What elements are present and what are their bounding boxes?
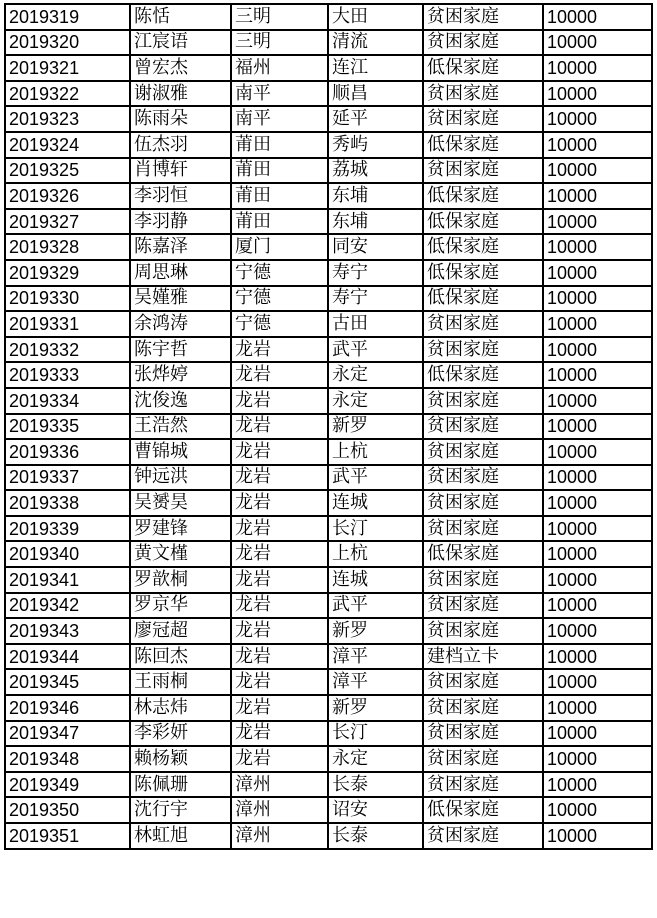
city-cell: 龙岩: [231, 669, 328, 695]
amount-cell: 10000: [543, 286, 652, 312]
table-row: [5, 695, 652, 721]
family-type-cell: 贫困家庭: [423, 669, 543, 695]
city-cell: 龙岩: [231, 465, 328, 491]
table-row: [5, 106, 652, 132]
student-id-cell: 2019338: [5, 490, 130, 516]
student-id-cell: 2019348: [5, 746, 130, 772]
amount-cell: 10000: [543, 669, 652, 695]
city-cell: 莆田: [231, 209, 328, 235]
county-cell: 永定: [328, 362, 423, 388]
county-cell: 长汀: [328, 721, 423, 747]
family-type-cell: 贫困家庭: [423, 158, 543, 184]
family-type-cell: 贫困家庭: [423, 4, 543, 30]
student-name-cell: 陈雨朵: [130, 106, 231, 132]
family-type-cell: 贫困家庭: [423, 516, 543, 542]
family-type-cell: 低保家庭: [423, 362, 543, 388]
city-cell: 龙岩: [231, 490, 328, 516]
amount-cell: 10000: [543, 567, 652, 593]
county-cell: 武平: [328, 337, 423, 363]
table-row: [5, 81, 652, 107]
student-name-cell: 肖博轩: [130, 158, 231, 184]
family-type-cell: 贫困家庭: [423, 106, 543, 132]
city-cell: 龙岩: [231, 414, 328, 440]
amount-cell: 10000: [543, 414, 652, 440]
city-cell: 龙岩: [231, 362, 328, 388]
table-row: [5, 772, 652, 798]
city-cell: 三明: [231, 4, 328, 30]
county-cell: 漳平: [328, 669, 423, 695]
student-id-cell: 2019333: [5, 362, 130, 388]
family-type-cell: 低保家庭: [423, 260, 543, 286]
family-type-cell: 贫困家庭: [423, 439, 543, 465]
student-id-cell: 2019347: [5, 721, 130, 747]
city-cell: 厦门: [231, 234, 328, 260]
table-row: [5, 209, 652, 235]
family-type-cell: 低保家庭: [423, 55, 543, 81]
family-type-cell: 低保家庭: [423, 209, 543, 235]
county-cell: 大田: [328, 4, 423, 30]
student-name-cell: 廖冠超: [130, 618, 231, 644]
family-type-cell: 贫困家庭: [423, 593, 543, 619]
amount-cell: 10000: [543, 465, 652, 491]
amount-cell: 10000: [543, 158, 652, 184]
student-id-cell: 2019320: [5, 30, 130, 56]
student-name-cell: 沈行宇: [130, 797, 231, 823]
city-cell: 龙岩: [231, 567, 328, 593]
county-cell: 清流: [328, 30, 423, 56]
county-cell: 荔城: [328, 158, 423, 184]
city-cell: 龙岩: [231, 388, 328, 414]
table-row: [5, 234, 652, 260]
county-cell: 东埔: [328, 183, 423, 209]
table-row: [5, 4, 652, 30]
table-row: [5, 593, 652, 619]
county-cell: 秀屿: [328, 132, 423, 158]
table-row: [5, 567, 652, 593]
city-cell: 宁德: [231, 286, 328, 312]
student-name-cell: 罗建锋: [130, 516, 231, 542]
student-name-cell: 周思琳: [130, 260, 231, 286]
amount-cell: 10000: [543, 721, 652, 747]
county-cell: 上杭: [328, 541, 423, 567]
county-cell: 长泰: [328, 823, 423, 849]
city-cell: 宁德: [231, 260, 328, 286]
county-cell: 新罗: [328, 695, 423, 721]
student-id-cell: 2019325: [5, 158, 130, 184]
county-cell: 同安: [328, 234, 423, 260]
student-name-cell: 伍杰羽: [130, 132, 231, 158]
table-row: [5, 721, 652, 747]
table-row: [5, 669, 652, 695]
student-name-cell: 曹锦城: [130, 439, 231, 465]
family-type-cell: 低保家庭: [423, 797, 543, 823]
student-name-cell: 陈恬: [130, 4, 231, 30]
amount-cell: 10000: [543, 772, 652, 798]
table-row: [5, 260, 652, 286]
county-cell: 诏安: [328, 797, 423, 823]
table-row: [5, 541, 652, 567]
student-name-cell: 吴赟昊: [130, 490, 231, 516]
student-name-cell: 李羽静: [130, 209, 231, 235]
student-id-cell: 2019334: [5, 388, 130, 414]
student-id-cell: 2019319: [5, 4, 130, 30]
student-id-cell: 2019322: [5, 81, 130, 107]
county-cell: 连江: [328, 55, 423, 81]
county-cell: 长泰: [328, 772, 423, 798]
city-cell: 龙岩: [231, 541, 328, 567]
family-type-cell: 贫困家庭: [423, 490, 543, 516]
city-cell: 龙岩: [231, 746, 328, 772]
student-aid-table: [4, 3, 653, 850]
city-cell: 龙岩: [231, 695, 328, 721]
amount-cell: 10000: [543, 4, 652, 30]
family-type-cell: 贫困家庭: [423, 695, 543, 721]
student-id-cell: 2019335: [5, 414, 130, 440]
student-name-cell: 赖杨颖: [130, 746, 231, 772]
county-cell: 上杭: [328, 439, 423, 465]
county-cell: 武平: [328, 465, 423, 491]
student-id-cell: 2019331: [5, 311, 130, 337]
student-id-cell: 2019346: [5, 695, 130, 721]
amount-cell: 10000: [543, 209, 652, 235]
county-cell: 寿宁: [328, 286, 423, 312]
family-type-cell: 低保家庭: [423, 132, 543, 158]
amount-cell: 10000: [543, 234, 652, 260]
table-row: [5, 132, 652, 158]
county-cell: 延平: [328, 106, 423, 132]
county-cell: 漳平: [328, 644, 423, 670]
city-cell: 漳州: [231, 823, 328, 849]
student-id-cell: 2019337: [5, 465, 130, 491]
county-cell: 新罗: [328, 618, 423, 644]
student-name-cell: 曾宏杰: [130, 55, 231, 81]
amount-cell: 10000: [543, 593, 652, 619]
table-row: [5, 311, 652, 337]
student-name-cell: 陈佩珊: [130, 772, 231, 798]
family-type-cell: 低保家庭: [423, 286, 543, 312]
family-type-cell: 贫困家庭: [423, 567, 543, 593]
table-row: [5, 439, 652, 465]
city-cell: 龙岩: [231, 593, 328, 619]
table-row: [5, 644, 652, 670]
city-cell: 龙岩: [231, 644, 328, 670]
city-cell: 三明: [231, 30, 328, 56]
city-cell: 龙岩: [231, 337, 328, 363]
city-cell: 龙岩: [231, 439, 328, 465]
amount-cell: 10000: [543, 132, 652, 158]
student-name-cell: 陈嘉泽: [130, 234, 231, 260]
family-type-cell: 低保家庭: [423, 541, 543, 567]
table-row: [5, 823, 652, 849]
student-id-cell: 2019351: [5, 823, 130, 849]
county-cell: 连城: [328, 567, 423, 593]
student-name-cell: 陈宇哲: [130, 337, 231, 363]
table-row: [5, 465, 652, 491]
city-cell: 福州: [231, 55, 328, 81]
table-body: [5, 4, 652, 849]
amount-cell: 10000: [543, 541, 652, 567]
county-cell: 永定: [328, 746, 423, 772]
family-type-cell: 贫困家庭: [423, 823, 543, 849]
family-type-cell: 贫困家庭: [423, 772, 543, 798]
amount-cell: 10000: [543, 183, 652, 209]
family-type-cell: 建档立卡: [423, 644, 543, 670]
family-type-cell: 贫困家庭: [423, 721, 543, 747]
student-id-cell: 2019349: [5, 772, 130, 798]
student-id-cell: 2019332: [5, 337, 130, 363]
amount-cell: 10000: [543, 30, 652, 56]
student-name-cell: 李羽恒: [130, 183, 231, 209]
student-name-cell: 钟远洪: [130, 465, 231, 491]
student-name-cell: 余鸿涛: [130, 311, 231, 337]
city-cell: 龙岩: [231, 618, 328, 644]
student-name-cell: 林虹旭: [130, 823, 231, 849]
student-id-cell: 2019324: [5, 132, 130, 158]
student-id-cell: 2019339: [5, 516, 130, 542]
student-id-cell: 2019344: [5, 644, 130, 670]
family-type-cell: 贫困家庭: [423, 30, 543, 56]
student-name-cell: 沈俊逸: [130, 388, 231, 414]
amount-cell: 10000: [543, 311, 652, 337]
city-cell: 莆田: [231, 183, 328, 209]
city-cell: 龙岩: [231, 516, 328, 542]
amount-cell: 10000: [543, 746, 652, 772]
table-row: [5, 490, 652, 516]
county-cell: 东埔: [328, 209, 423, 235]
student-id-cell: 2019350: [5, 797, 130, 823]
family-type-cell: 贫困家庭: [423, 746, 543, 772]
student-id-cell: 2019342: [5, 593, 130, 619]
county-cell: 新罗: [328, 414, 423, 440]
student-name-cell: 王雨桐: [130, 669, 231, 695]
student-id-cell: 2019336: [5, 439, 130, 465]
family-type-cell: 贫困家庭: [423, 311, 543, 337]
city-cell: 莆田: [231, 132, 328, 158]
table-row: [5, 414, 652, 440]
city-cell: 南平: [231, 81, 328, 107]
amount-cell: 10000: [543, 490, 652, 516]
student-name-cell: 黄文槿: [130, 541, 231, 567]
table-row: [5, 30, 652, 56]
student-id-cell: 2019323: [5, 106, 130, 132]
table-row: [5, 183, 652, 209]
table-row: [5, 337, 652, 363]
city-cell: 南平: [231, 106, 328, 132]
student-id-cell: 2019328: [5, 234, 130, 260]
student-name-cell: 江宸语: [130, 30, 231, 56]
family-type-cell: 贫困家庭: [423, 81, 543, 107]
amount-cell: 10000: [543, 55, 652, 81]
student-id-cell: 2019329: [5, 260, 130, 286]
family-type-cell: 贫困家庭: [423, 337, 543, 363]
student-id-cell: 2019343: [5, 618, 130, 644]
student-name-cell: 陈回杰: [130, 644, 231, 670]
student-id-cell: 2019321: [5, 55, 130, 81]
amount-cell: 10000: [543, 388, 652, 414]
amount-cell: 10000: [543, 797, 652, 823]
county-cell: 永定: [328, 388, 423, 414]
city-cell: 漳州: [231, 797, 328, 823]
family-type-cell: 低保家庭: [423, 234, 543, 260]
student-name-cell: 吴嫤雅: [130, 286, 231, 312]
amount-cell: 10000: [543, 106, 652, 132]
student-id-cell: 2019340: [5, 541, 130, 567]
table-row: [5, 618, 652, 644]
table-row: [5, 362, 652, 388]
student-name-cell: 罗京华: [130, 593, 231, 619]
city-cell: 莆田: [231, 158, 328, 184]
student-name-cell: 李彩妍: [130, 721, 231, 747]
student-id-cell: 2019327: [5, 209, 130, 235]
family-type-cell: 贫困家庭: [423, 414, 543, 440]
student-id-cell: 2019330: [5, 286, 130, 312]
student-name-cell: 张烨婷: [130, 362, 231, 388]
county-cell: 古田: [328, 311, 423, 337]
family-type-cell: 贫困家庭: [423, 465, 543, 491]
student-id-cell: 2019345: [5, 669, 130, 695]
amount-cell: 10000: [543, 439, 652, 465]
table-row: [5, 286, 652, 312]
city-cell: 宁德: [231, 311, 328, 337]
family-type-cell: 贫困家庭: [423, 388, 543, 414]
table-row: [5, 516, 652, 542]
table-row: [5, 158, 652, 184]
amount-cell: 10000: [543, 260, 652, 286]
table-row: [5, 388, 652, 414]
amount-cell: 10000: [543, 81, 652, 107]
student-name-cell: 罗歆桐: [130, 567, 231, 593]
table-row: [5, 746, 652, 772]
amount-cell: 10000: [543, 695, 652, 721]
table-row: [5, 797, 652, 823]
amount-cell: 10000: [543, 644, 652, 670]
student-name-cell: 林志炜: [130, 695, 231, 721]
amount-cell: 10000: [543, 618, 652, 644]
city-cell: 龙岩: [231, 721, 328, 747]
county-cell: 武平: [328, 593, 423, 619]
amount-cell: 10000: [543, 516, 652, 542]
county-cell: 长汀: [328, 516, 423, 542]
amount-cell: 10000: [543, 337, 652, 363]
amount-cell: 10000: [543, 362, 652, 388]
county-cell: 顺昌: [328, 81, 423, 107]
student-name-cell: 谢淑雅: [130, 81, 231, 107]
family-type-cell: 贫困家庭: [423, 618, 543, 644]
table-row: [5, 55, 652, 81]
student-name-cell: 王浩然: [130, 414, 231, 440]
family-type-cell: 低保家庭: [423, 183, 543, 209]
city-cell: 漳州: [231, 772, 328, 798]
county-cell: 寿宁: [328, 260, 423, 286]
student-id-cell: 2019341: [5, 567, 130, 593]
student-id-cell: 2019326: [5, 183, 130, 209]
amount-cell: 10000: [543, 823, 652, 849]
county-cell: 连城: [328, 490, 423, 516]
